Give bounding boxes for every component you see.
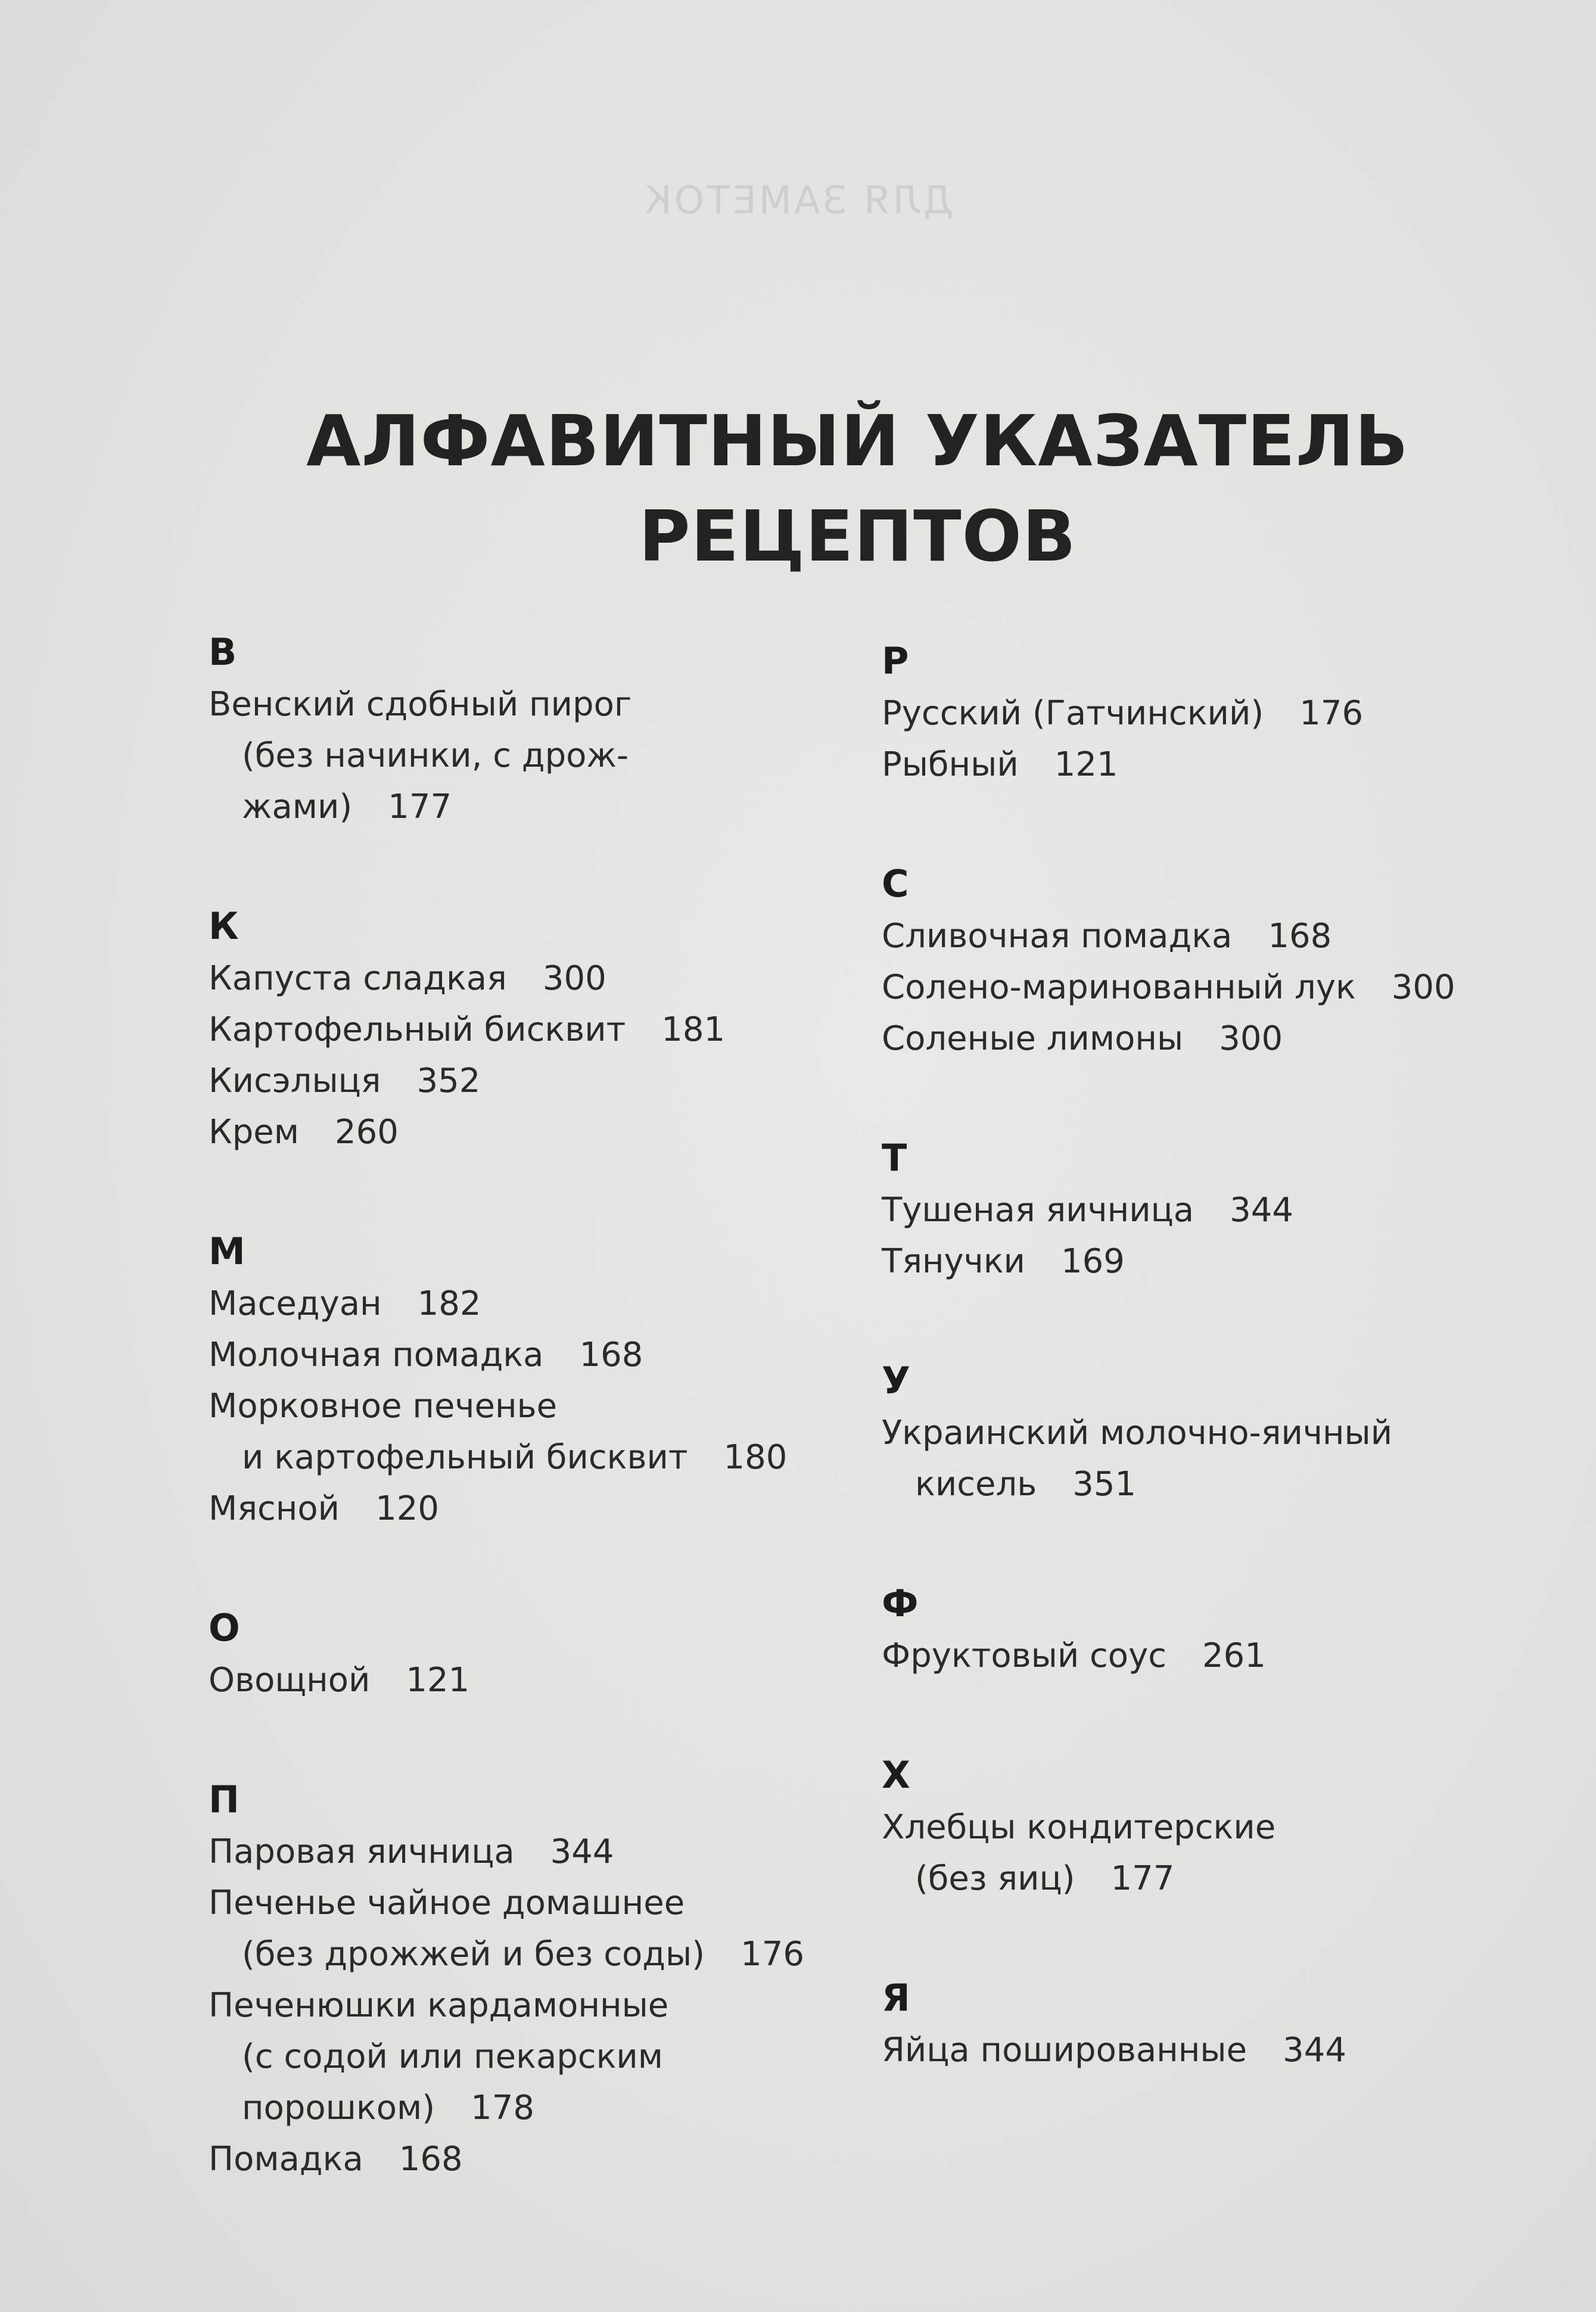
- index-column-left: [209, 626, 852, 2252]
- page-number: 351: [1072, 1465, 1137, 1504]
- index-section: [209, 626, 852, 833]
- recipe-name: Солено-маринованный лук: [882, 968, 1356, 1007]
- index-entry: [882, 1630, 1567, 1682]
- index-entry: [882, 1408, 1567, 1510]
- page-number: 344: [550, 1832, 614, 1871]
- index-column-right: [882, 634, 1567, 2143]
- page-number: 182: [417, 1284, 481, 1323]
- section-letter: П: [209, 1778, 239, 1821]
- page-number: 176: [1299, 694, 1364, 733]
- index-entry: [209, 1826, 852, 1878]
- index-entry: [882, 911, 1567, 962]
- index-section: [882, 857, 1567, 1065]
- index-section: [209, 900, 852, 1158]
- recipe-name: Сливочная помадка: [882, 917, 1233, 956]
- recipe-name: Тянучки: [882, 1242, 1025, 1281]
- index-entry: [882, 1013, 1567, 1065]
- recipe-name: Фруктовый соус: [882, 1636, 1166, 1675]
- index-entry: [209, 953, 852, 1004]
- recipe-name: Соленые лимоны: [882, 1019, 1184, 1058]
- index-entry: [882, 962, 1567, 1013]
- recipe-name: Мясной: [209, 1489, 340, 1528]
- section-letter: М: [209, 1230, 245, 1273]
- section-letter: Т: [882, 1136, 907, 1180]
- section-letter: Р: [882, 639, 909, 683]
- page-number: 168: [399, 2140, 463, 2179]
- index-section: [209, 1773, 852, 2185]
- recipe-name: Венский сдобный пирог (без начинки, с дрож- жами): [209, 685, 632, 826]
- recipe-name: Помадка: [209, 2140, 363, 2179]
- page-number: 169: [1060, 1242, 1125, 1281]
- page-number: 260: [335, 1113, 399, 1152]
- section-letter: К: [209, 904, 239, 948]
- index-entry: [882, 1185, 1567, 1236]
- index-entry: [882, 1802, 1567, 1905]
- page-number: 300: [1219, 1019, 1283, 1058]
- page-number: 181: [661, 1010, 726, 1049]
- page-number: 344: [1283, 2031, 1346, 2070]
- index-entry: [882, 739, 1567, 791]
- index-entry: [209, 1980, 852, 2134]
- recipe-name: Маседуан: [209, 1284, 382, 1323]
- page-title-line-1: АЛФАВИТНЫЙ УКАЗАТЕЛЬ: [306, 400, 1409, 482]
- index-entry: [209, 1004, 852, 1056]
- page-number: 121: [1054, 745, 1118, 784]
- page-number: 177: [388, 788, 452, 826]
- recipe-name: Паровая яичница: [209, 1832, 515, 1871]
- index-section: [882, 1131, 1567, 1287]
- recipe-name: Морковное печенье и картофельный бисквит: [209, 1387, 688, 1477]
- page-number: 177: [1110, 1859, 1175, 1898]
- page-number: 120: [375, 1489, 439, 1528]
- recipe-name: Молочная помадка: [209, 1336, 544, 1374]
- section-letter: Ф: [882, 1582, 919, 1625]
- index-entry: [209, 1483, 852, 1535]
- section-letter: Я: [882, 1976, 910, 2020]
- page-title: [0, 393, 1596, 584]
- index-entry: [209, 2134, 852, 2185]
- index-entry: [209, 1056, 852, 1107]
- page-number: 261: [1202, 1636, 1266, 1675]
- index-section: [882, 1354, 1567, 1510]
- recipe-name: Русский (Гатчинский): [882, 694, 1264, 733]
- index-section: [882, 634, 1567, 791]
- recipe-name: Украинский молочно-яичный кисель: [882, 1414, 1393, 1504]
- index-entry: [882, 688, 1567, 739]
- page-number: 300: [542, 959, 606, 998]
- page-number: 168: [1268, 917, 1332, 956]
- recipe-name: Тушеная яичница: [882, 1191, 1194, 1230]
- index-section: [209, 1225, 852, 1535]
- page-number: 168: [579, 1336, 643, 1374]
- section-letter: О: [209, 1606, 240, 1650]
- index-section: [882, 1748, 1567, 1905]
- index-entry: [209, 1878, 852, 1980]
- section-letter: У: [882, 1359, 910, 1402]
- index-entry: [209, 1655, 852, 1706]
- recipe-name: Печенье чайное домашнее (без дрожжей и без соды): [209, 1884, 705, 1974]
- recipe-name: Крем: [209, 1113, 300, 1152]
- recipe-name: Хлебцы кондитерские (без яиц): [882, 1808, 1276, 1898]
- page-number: 176: [741, 1935, 804, 1974]
- page-number: 300: [1391, 968, 1455, 1007]
- page-number: 352: [416, 1062, 481, 1100]
- show-through-header: ДЛЯ ЗАМЕТОК: [642, 179, 954, 223]
- index-section: [209, 1601, 852, 1706]
- index-entry: [209, 1278, 852, 1330]
- index-entry: [209, 1107, 852, 1158]
- page-number: 121: [406, 1661, 470, 1700]
- index-entry: [209, 1330, 852, 1381]
- recipe-name: Яйца пошированные: [882, 2031, 1247, 2070]
- page-number: 178: [471, 2089, 534, 2127]
- recipe-name: Печенюшки кардамонные (с содой или пекарским порошком): [209, 1986, 669, 2127]
- recipe-name: Картофельный бисквит: [209, 1010, 626, 1049]
- section-letter: Х: [882, 1753, 910, 1797]
- index-entry: [882, 2025, 1567, 2076]
- page-number: 344: [1230, 1191, 1293, 1230]
- section-letter: В: [209, 630, 237, 674]
- index-entry: [209, 1381, 852, 1483]
- index-entry: [882, 1236, 1567, 1287]
- index-section: [882, 1577, 1567, 1682]
- page-number: 180: [723, 1438, 788, 1477]
- index-entry: [209, 679, 852, 833]
- recipe-name: Овощной: [209, 1661, 371, 1700]
- index-section: [882, 1971, 1567, 2076]
- page-title-line-2: РЕЦЕПТОВ: [639, 495, 1077, 577]
- recipe-name: Кисэлыця: [209, 1062, 381, 1100]
- recipe-name: Рыбный: [882, 745, 1019, 784]
- recipe-name: Капуста сладкая: [209, 959, 507, 998]
- section-letter: С: [882, 862, 909, 905]
